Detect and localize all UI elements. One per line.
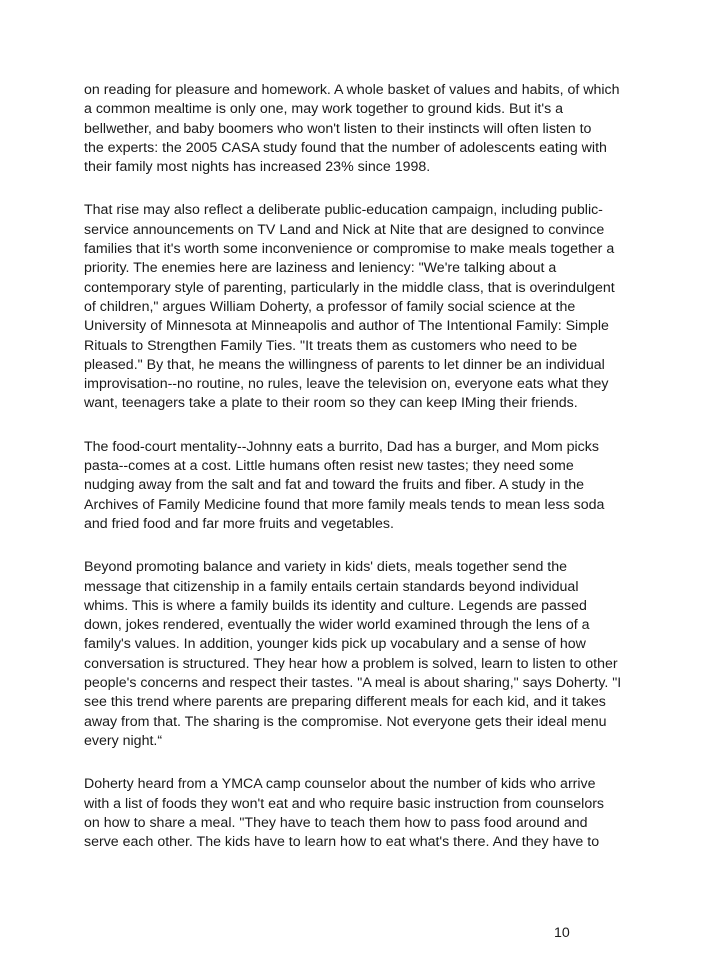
body-text bbox=[84, 81, 659, 876]
paragraph-5: Doherty heard from a YMCA camp counselor about the number of kids who arrive with a list of foods they won't eat and who require basic instruction from counselors on how to share a meal. "They have to teach them how to pass food around and serve each other. The kids have to learn how to eat what's there. And they have to bbox=[84, 776, 605, 851]
paragraph-2: That rise may also reflect a deliberate public-education campaign, including public- service announcements on TV Land and Nick at Nite that are designed to convince families that it's worth some inconvenience or compromise to make meals together a priority. The enemies here are laziness and leniency: "We're talking about a contemporary style of parenting, particularly in the middle class, that is overindulgent of children," argues William Doherty, a professor of family social science at the University of Minnesota at Minneapolis and author of The Intentional Family: Simple Rituals to Strengthen Family Ties. "It treats them as customers who need to be pleased." By that, he means the willingness of parents to let dinner be an individual improvisation--no routine, no rules, leave the television on, everyone eats what they want, teenagers take a plate to their room so they can keep IMing their friends. bbox=[84, 202, 615, 412]
page-number: 10 bbox=[554, 925, 570, 941]
paragraph-1: on reading for pleasure and homework. A whole basket of values and habits, of which a common mealtime is only one, may work together to ground kids. But it's a bellwether, and baby boomers who won't listen to their instincts will often listen to the experts: the 2005 CASA study found that the number of adolescents eating with their family most nights has increased 23% since 1998. bbox=[84, 82, 620, 176]
paragraph-4: Beyond promoting balance and variety in kids' diets, meals together send the message that citizenship in a family entails certain standards beyond individual whims. This is where a family builds its identity and culture. Legends are passed down, jokes rendered, eventually the wider world examined through the lens of a family's values. In addition, younger kids pick up vocabulary and a sense of how conversation is structured. They hear how a problem is solved, learn to listen to other people's concerns and respect their tastes. "A meal is about sharing," says Doherty. "I see this trend where parents are preparing different meals for each kid, and it takes away from that. The sharing is the compromise. Not everyone gets their ideal menu every night.“ bbox=[84, 559, 622, 749]
paragraph-3: The food-court mentality--Johnny eats a burrito, Dad has a burger, and Mom picks pasta--comes at a cost. Little humans often resist new tastes; they need some nudging away from the salt and fat and toward the fruits and fiber. A study in the Archives of Family Medicine found that more family meals tends to mean less soda and fried food and far more fruits and vegetables. bbox=[84, 438, 605, 532]
